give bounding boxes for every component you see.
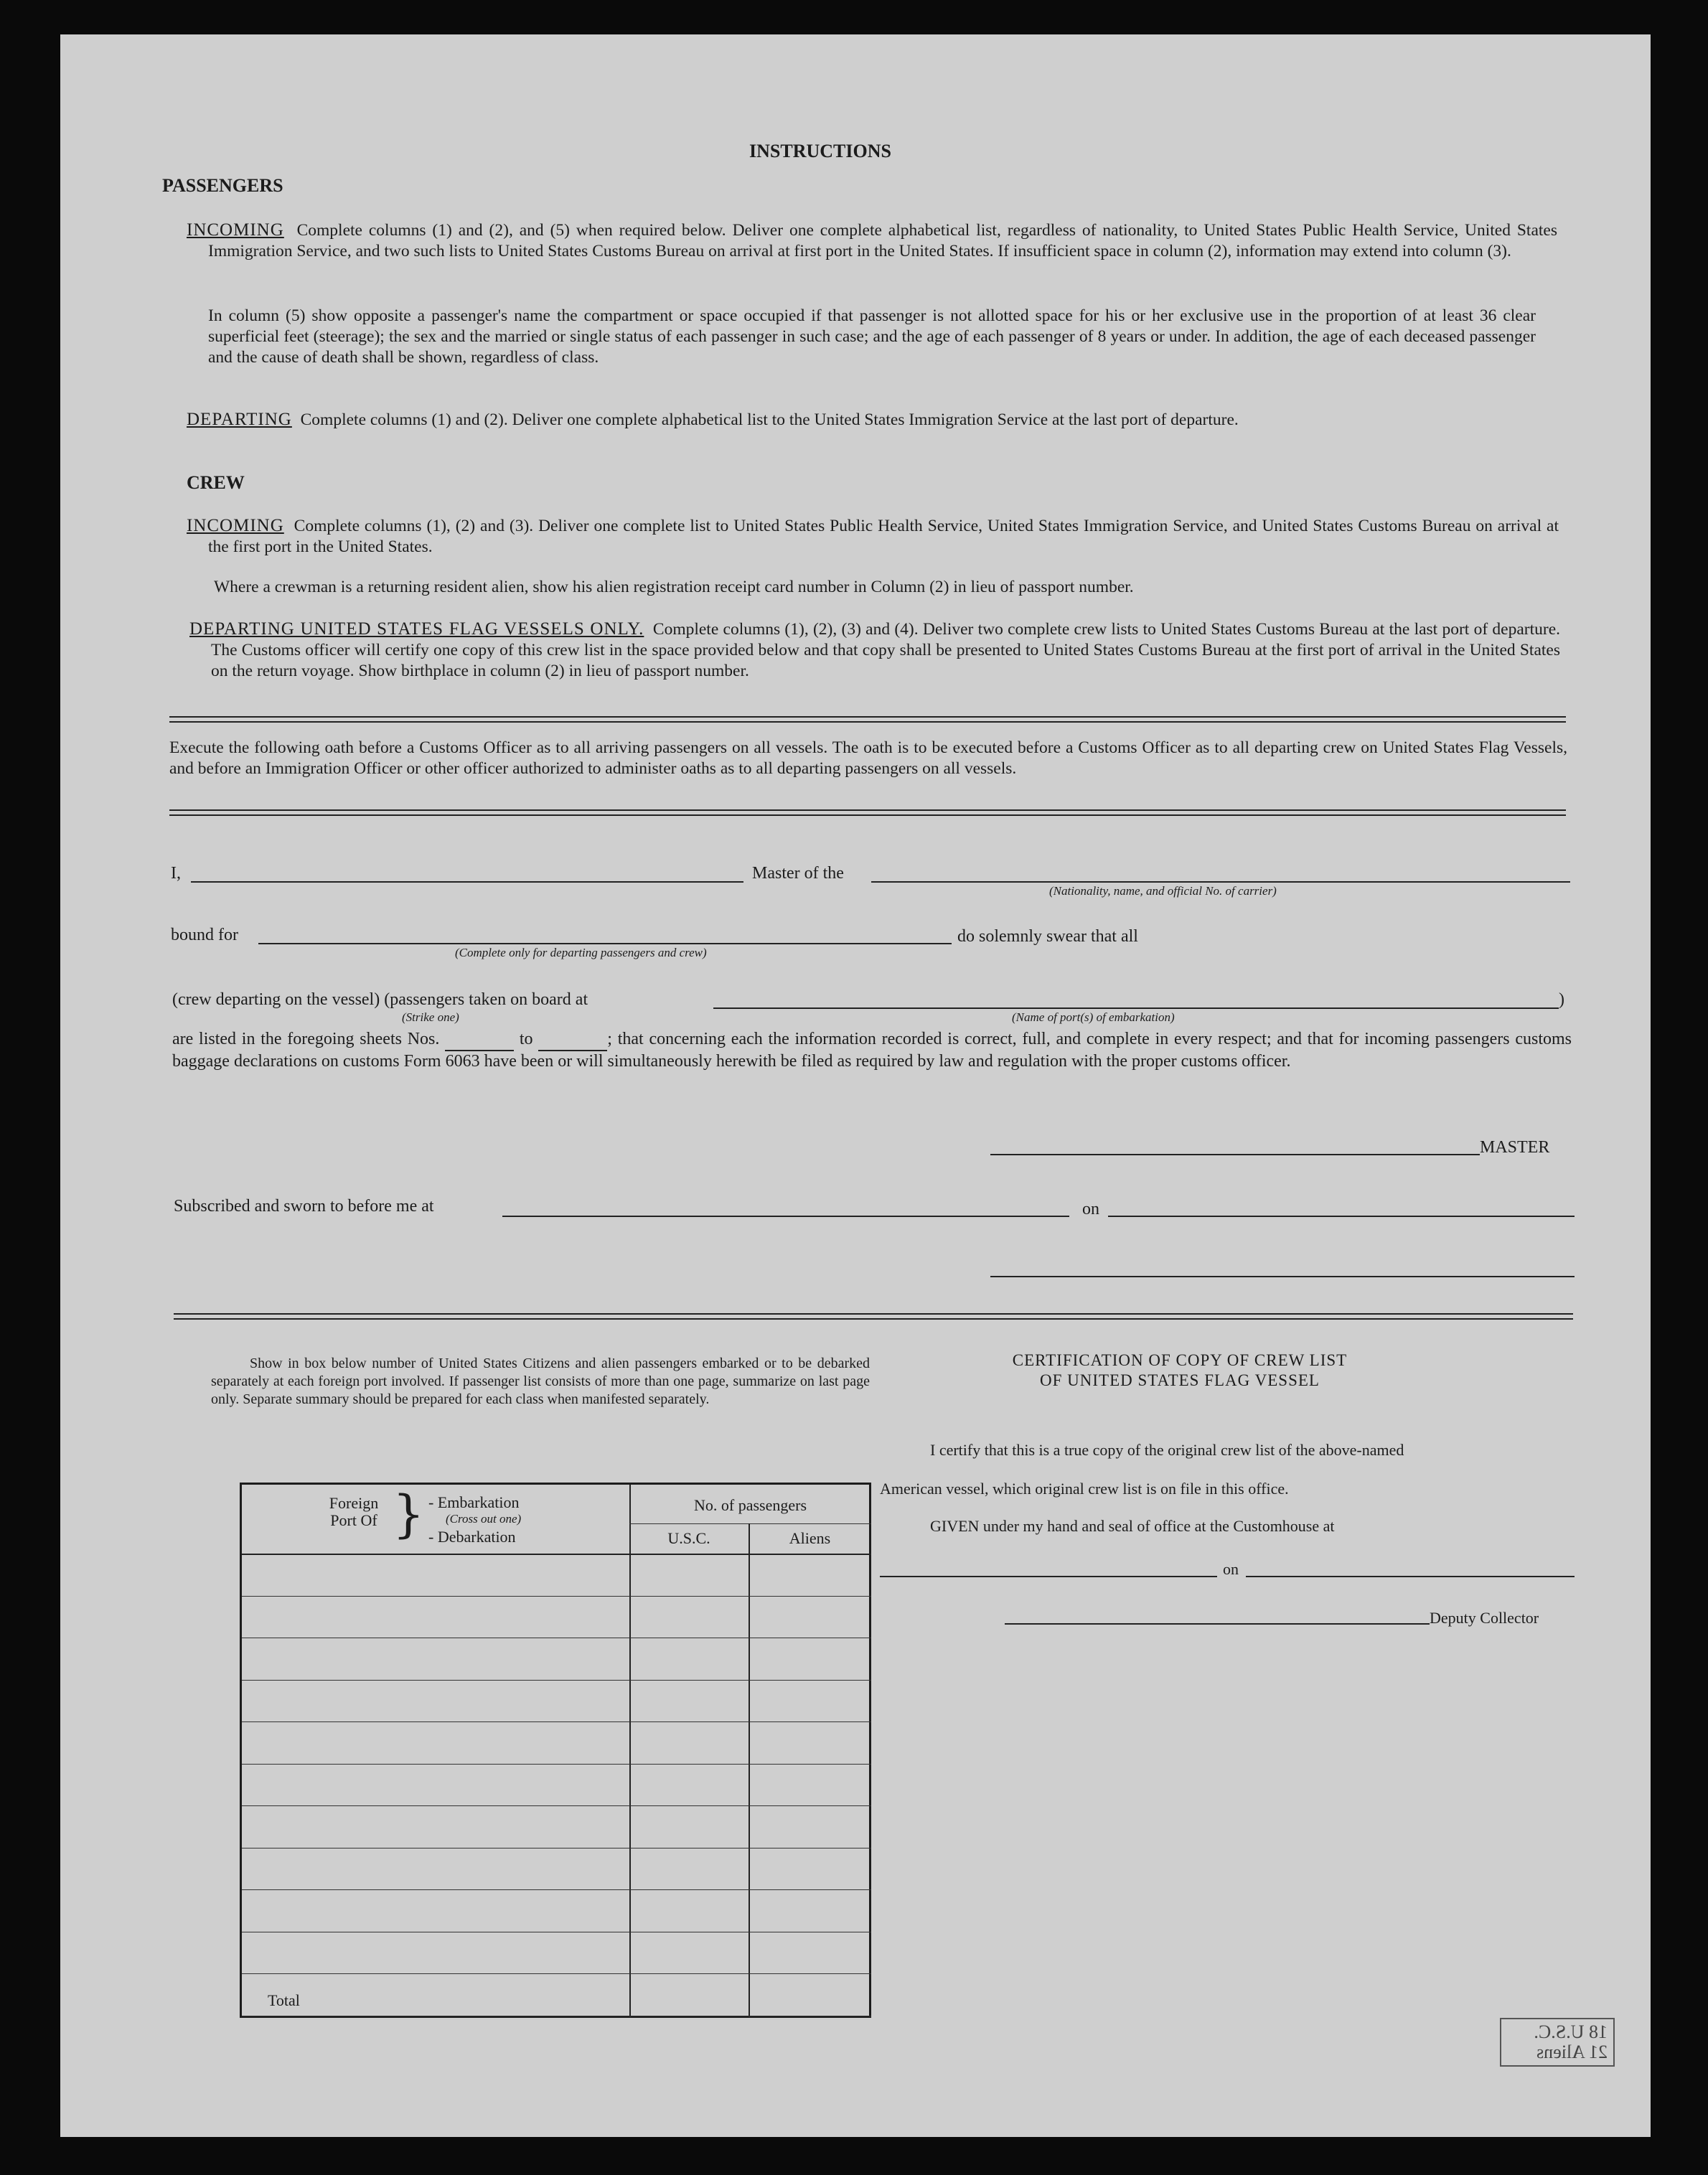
- sheets-label-b: ; that concerning each the information recorded is correct, full, and complete in every respect; and that for incoming passengers customs baggage declarations on customs Form 6063 have been or will simultaneously herewith be filed as required by law and regulation with the proper customs officer.: [172, 1030, 1572, 1071]
- aliens-count: 21 Aliens: [1536, 2042, 1608, 2062]
- passengers-departing-text: Complete columns (1) and (2). Deliver one complete alphabetical list to the United States Immigration Service at the last port of departure.: [300, 410, 1239, 429]
- table-row-line: [242, 1721, 871, 1722]
- strike-one-caption: (Strike one): [402, 1010, 459, 1024]
- passengers-departing-label: DEPARTING: [187, 410, 292, 429]
- sworn-date-line[interactable]: [1108, 1216, 1575, 1217]
- ports-caption: (Name of port(s) of embarkation): [1012, 1010, 1175, 1024]
- aliens-header: Aliens: [789, 1529, 831, 1547]
- close-paren: ): [1559, 990, 1564, 1009]
- crew-resident-paragraph: [214, 577, 1534, 598]
- crew-departing-label: DEPARTING UNITED STATES FLAG VESSELS ONLY.: [189, 619, 644, 639]
- deputy-signature-line[interactable]: [1005, 1623, 1430, 1625]
- table-row-line: [242, 1805, 871, 1806]
- crew-incoming-label: INCOMING: [187, 516, 284, 535]
- passenger-summary-table: [240, 1483, 871, 2018]
- usc-count: 18 U.S.C.: [1534, 2021, 1608, 2042]
- embarkation-port-line[interactable]: [713, 1007, 1559, 1009]
- certification-heading-1: CERTIFICATION OF COPY OF CREW LIST: [1012, 1351, 1348, 1369]
- master-label: MASTER: [1480, 1138, 1550, 1157]
- passengers-incoming-paragraph: [187, 220, 1557, 262]
- passengers-incoming-text: Complete columns (1) and (2), and (5) when required below. Deliver one complete alphabetical list, regardless of nationality, to United States Public Health Service, United States Immigration Service, and two such lists to United States Customs Bureau on arrival at first port in the United States. If insufficient space in column (2), information may extend into column (3).: [208, 221, 1558, 260]
- nationality-caption: (Nationality, name, and official No. of carrier): [1049, 884, 1277, 898]
- bound-for-label: bound for: [171, 926, 238, 944]
- certification-heading: [993, 1350, 1366, 1391]
- master-name-line[interactable]: [191, 881, 743, 883]
- cross-out-caption: (Cross out one): [446, 1512, 522, 1526]
- cert-on-label: on: [1223, 1560, 1239, 1578]
- customhouse-line[interactable]: [880, 1576, 1217, 1577]
- subscribed-label: Subscribed and sworn to before me at: [174, 1197, 434, 1216]
- crew-departing-text: Complete columns (1), (2), (3) and (4). Deliver two complete crew lists to United States Customs Bureau at the last port of departure. The Customs officer will certify one copy of this crew list in the space provided below and that copy shall be presented to United States Customs Bureau at the first port of arrival in the United States on the return voyage. Show birthplace in column (2) in lieu of passport number.: [211, 620, 1561, 680]
- sheets-to-label: to: [519, 1030, 533, 1048]
- cert-date-line[interactable]: [1246, 1576, 1575, 1577]
- table-row-line: [242, 1596, 871, 1597]
- officer-signature-line[interactable]: [990, 1276, 1575, 1277]
- crew-departing-label: (crew departing on the vessel) (passengers taken on board at: [172, 990, 588, 1009]
- carrier-line[interactable]: [871, 881, 1570, 883]
- embarkation-label: - Embarkation: [428, 1493, 520, 1511]
- crew-heading: CREW: [187, 472, 245, 493]
- certify-text-1: I certify that this is a true copy of the original crew list of the above-named: [930, 1441, 1404, 1459]
- summary-instructions: Show in box below number of United States Citizens and alien passengers embarked or to be debarked separately at each foreign port involved. If passenger list consists of more than one page, summarize on last page only. Separate summary should be prepared for each class when manifested separately.: [211, 1356, 870, 1407]
- table-row-line: [242, 1973, 871, 1974]
- table-row-line: [242, 1680, 871, 1681]
- divider: [174, 1313, 1573, 1320]
- sheets-label-a: are listed in the foregoing sheets Nos.: [172, 1030, 440, 1048]
- page-title: INSTRUCTIONS: [749, 141, 891, 161]
- on-label: on: [1082, 1200, 1099, 1218]
- divider: [169, 809, 1566, 816]
- crew-incoming-paragraph: [187, 515, 1559, 558]
- master-signature-line[interactable]: [990, 1154, 1480, 1155]
- table-row-line: [242, 1764, 871, 1765]
- certify-text-2: American vessel, which original crew list is on file in this office.: [880, 1480, 1289, 1498]
- passengers-incoming-label: INCOMING: [187, 220, 284, 240]
- table-row-line: [242, 1889, 871, 1890]
- crew-resident-text: Where a crewman is a returning resident alien, show his alien registration receipt card number in Column (2) in lieu of passport number.: [214, 578, 1134, 596]
- given-text: GIVEN under my hand and seal of office at the Customhouse at: [930, 1517, 1335, 1535]
- document-page: [60, 34, 1651, 2137]
- swear-label: do solemnly swear that all: [957, 927, 1138, 946]
- sheet-end-line[interactable]: [538, 1029, 607, 1051]
- sheet-start-line[interactable]: [445, 1029, 514, 1051]
- crew-incoming-text: Complete columns (1), (2) and (3). Deliver one complete list to United States Public Health Service, United States Immigration Service, and United States Customs Bureau on arrival at the first port in the United States.: [208, 517, 1559, 556]
- passengers-departing-paragraph: [187, 409, 1557, 431]
- passengers-heading: PASSENGERS: [162, 175, 283, 196]
- passengers-column5-paragraph: [208, 306, 1536, 368]
- oath-intro: Execute the following oath before a Customs Officer as to all arriving passengers on all vessels. The oath is to be executed before a Customs Officer as to all departing crew on United States Flag Vessels, and before an Immigration Officer or other officer authorized to administer oaths as to all departing passengers on all vessels.: [169, 738, 1567, 778]
- oath-body: [172, 1029, 1572, 1072]
- sworn-place-line[interactable]: [502, 1216, 1069, 1217]
- complete-only-caption: (Complete only for departing passengers and crew): [455, 946, 707, 959]
- foreign-port-of-label: Foreign Port Of: [329, 1494, 379, 1529]
- usc-header: U.S.C.: [667, 1529, 710, 1547]
- no-of-passengers-header: No. of passengers: [693, 1496, 807, 1514]
- oath-i-label: I,: [171, 864, 181, 883]
- divider: [169, 716, 1566, 723]
- passengers-column5-text: In column (5) show opposite a passenger's name the compartment or space occupied if that passenger is not allotted space for his or her exclusive use in the proportion of at least 36 clear superficial feet (steerage); the sex and the married or single status of each passenger in such case; and the age of each passenger of 8 years or under. In addition, the age of each deceased passenger and the cause of death shall be shown, regardless of class.: [208, 306, 1536, 367]
- brace-icon: }: [393, 1485, 425, 1544]
- total-label: Total: [268, 1991, 300, 2009]
- passenger-count-stamp: [1500, 2018, 1615, 2067]
- certification-heading-2: OF UNITED STATES FLAG VESSEL: [1040, 1371, 1320, 1389]
- debarkation-label: - Debarkation: [428, 1528, 516, 1546]
- bound-for-line[interactable]: [258, 943, 952, 944]
- crew-departing-paragraph: [189, 619, 1560, 682]
- master-of-the-label: Master of the: [752, 864, 844, 883]
- deputy-collector-label: Deputy Collector: [1430, 1609, 1539, 1627]
